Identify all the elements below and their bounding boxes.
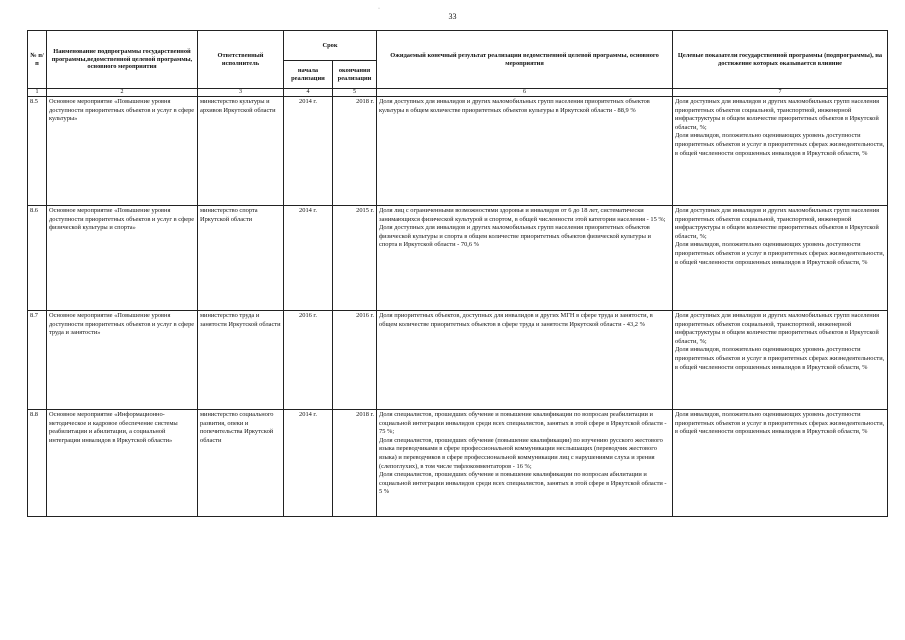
row-start: 2014 г. <box>284 410 333 517</box>
column-number: 7 <box>673 89 888 97</box>
row-start: 2016 г. <box>284 311 333 410</box>
row-indicators <box>673 311 888 410</box>
table-row <box>28 311 888 410</box>
row-executor: министерство спорта Иркутской области <box>198 206 284 311</box>
indicator-paragraph: Доля доступных для инвалидов и других маломобильных групп населения приоритетных объектов социальной, транспортной, инженерной инфраструктуры в общем количестве приоритетных объектов в Иркутской области, %; <box>675 207 880 240</box>
column-number: 4 <box>284 89 333 97</box>
result-paragraph: Доля доступных для инвалидов и других маломобильных групп населения приоритетных объектов физической культуры и спорта в общем количестве приоритетных объектов физической культуры и спорта в Иркутской области - 70,6 % <box>379 224 651 249</box>
indicator-paragraph: Доля инвалидов, положительно оценивающих уровень доступности приоритетных объектов и услуг в приоритетных сферах жизнедеятельности, в общей численности опрошенных инвалидов в Иркутской области, % <box>675 132 885 157</box>
row-indicators <box>673 410 888 517</box>
row-result <box>377 410 673 517</box>
row-executor: министерство труда и занятости Иркутской области <box>198 311 284 410</box>
header-start: начала реализации <box>284 61 333 89</box>
row-name: Основное мероприятие «Информационно-методическое и кадровое обеспечение системы реабилитации и абилитации, а социальной интеграции инвалидов в Иркутской области» <box>47 410 198 517</box>
row-start: 2014 г. <box>284 206 333 311</box>
row-name: Основное мероприятие «Повышение уровня доступности приоритетных объектов и услуг в сфере труда и занятости» <box>47 311 198 410</box>
table-row <box>28 97 888 206</box>
row-end: 2015 г. <box>333 206 377 311</box>
row-result <box>377 206 673 311</box>
column-number: 5 <box>333 89 377 97</box>
page-number: 33 <box>448 12 457 21</box>
row-executor: министерство культуры и архивов Иркутской области <box>198 97 284 206</box>
row-num: 8.7 <box>28 311 47 410</box>
table-row <box>28 410 888 517</box>
column-number: 2 <box>47 89 198 97</box>
row-start: 2014 г. <box>284 97 333 206</box>
indicator-paragraph: Доля инвалидов, положительно оценивающих уровень доступности приоритетных объектов и услуг в приоритетных сферах жизнедеятельности, в общей численности опрошенных инвалидов в Иркутской области, % <box>675 346 885 371</box>
row-num: 8.6 <box>28 206 47 311</box>
row-name: Основное мероприятие «Повышение уровня доступности приоритетных объектов и услуг в сфере культуры» <box>47 97 198 206</box>
header-term: Срок <box>284 31 377 61</box>
table-header <box>28 31 888 89</box>
column-numbers-row <box>28 89 888 97</box>
scan-mark: · <box>378 6 380 12</box>
row-result <box>377 97 673 206</box>
indicator-paragraph: Доля инвалидов, положительно оценивающих уровень доступности приоритетных объектов и услуг в приоритетных сферах жизнедеятельности, в общей численности опрошенных инвалидов в Иркутской области, % <box>675 411 885 436</box>
result-paragraph: Доля специалистов, прошедших обучение (повышение квалификации) по изучению русского жестового языка переводчиками в сфере профессиональной коммуникации неслышащих (переводчик жестового языка) и переводчиков в сфере профессиональной коммуникации лиц с нарушениями слуха и зрения (слепоглухих), в том числе тифлокомментаторов - 16 %; <box>379 436 663 470</box>
row-end: 2016 г. <box>333 311 377 410</box>
header-name: Наименование подпрограммы государственной программы,ведомственной целевой программы, основного мероприятия <box>47 31 198 89</box>
row-name: Основное мероприятие «Повышение уровня доступности приоритетных объектов и услуг в сфере физической культуры и спорта» <box>47 206 198 311</box>
row-end: 2018 г. <box>333 97 377 206</box>
result-paragraph: Доля лиц с ограниченными возможностями здоровья и инвалидов от 6 до 18 лет, систематически занимающихся физической культурой и спортом, в общей численности этой категории населения - 15 %; <box>379 207 666 223</box>
table-row <box>28 206 888 311</box>
result-paragraph: Доля доступных для инвалидов и других маломобильных групп населения приоритетных объектов культуры в общем количестве приоритетных объектов культуры в Иркутской области - 88,9 % <box>379 98 650 114</box>
indicator-paragraph: Доля доступных для инвалидов и других маломобильных групп населения приоритетных объектов социальной, транспортной, инженерной инфраструктуры в общем количестве приоритетных объектов в Иркутской области, %; <box>675 312 880 345</box>
row-end: 2018 г. <box>333 410 377 517</box>
header-num: № п/п <box>28 31 47 89</box>
indicator-paragraph: Доля доступных для инвалидов и других маломобильных групп населения приоритетных объектов социальной, транспортной, инженерной инфраструктуры в общем количестве приоритетных объектов в Иркутской области, %; <box>675 98 880 131</box>
column-number: 3 <box>198 89 284 97</box>
column-number: 1 <box>28 89 47 97</box>
header-indicators: Целевые показатели государственной программы (подпрограммы), на достижение которых оказывается влияние <box>673 31 888 89</box>
row-indicators <box>673 97 888 206</box>
row-num: 8.5 <box>28 97 47 206</box>
column-number: 6 <box>377 89 673 97</box>
program-measures-table <box>27 30 888 517</box>
row-executor: министерство социального развития, опеки и попечительства Иркутской области <box>198 410 284 517</box>
row-num: 8.8 <box>28 410 47 517</box>
row-indicators <box>673 206 888 311</box>
header-end: окончания реализации <box>333 61 377 89</box>
row-result <box>377 311 673 410</box>
header-result: Ожидаемый конечный результат реализации ведомственной целевой программы, основного мероприятия <box>377 31 673 89</box>
result-paragraph: Доля специалистов, прошедших обучение и повышение квалификации по вопросам реабилитации и социальной интеграции инвалидов среди всех специалистов, занятых в этой сфере в Иркутской области - 75 %; <box>379 411 667 436</box>
result-paragraph: Доля приоритетных объектов, доступных для инвалидов и других МГН в сфере труда и занятости, в общем количестве приоритетных объектов в сфере труда и занятости Иркутской области - 43,2 % <box>379 312 653 328</box>
header-executor: Ответственный исполнитель <box>198 31 284 89</box>
indicator-paragraph: Доля инвалидов, положительно оценивающих уровень доступности приоритетных объектов и услуг в приоритетных сферах жизнедеятельности, в общей численности опрошенных инвалидов в Иркутской области, % <box>675 241 885 266</box>
result-paragraph: Доля специалистов, прошедших обучение и повышение квалификации по вопросам абилитации и социальной интеграции инвалидов среди всех специалистов, занятых в этой сфере в Иркутской области - 5 % <box>379 471 667 496</box>
